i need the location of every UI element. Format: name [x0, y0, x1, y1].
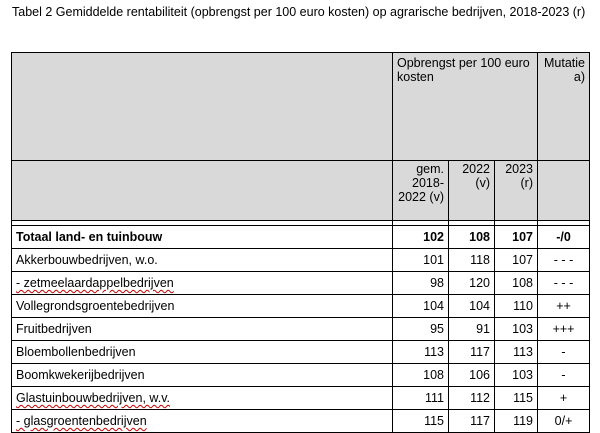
cell-gem: 113: [393, 341, 449, 364]
cell-gem: 101: [393, 249, 449, 272]
cell-2023: 103: [495, 364, 538, 387]
cell-2022: 120: [449, 272, 495, 295]
cell-mutatie: -: [538, 341, 590, 364]
row-label: Vollegrondsgroentebedrijven: [12, 295, 393, 318]
cell-2023: 108: [495, 272, 538, 295]
cell-gem: 104: [393, 295, 449, 318]
cell-2023: 113: [495, 341, 538, 364]
cell-mutatie: - - -: [538, 272, 590, 295]
cell-2023: 107: [495, 249, 538, 272]
header-row-group: [12, 53, 590, 161]
header-empty-cell: [12, 53, 393, 161]
header-row-columns: [12, 161, 590, 221]
cell-mutatie: -/0: [538, 226, 590, 249]
cell-2023: 119: [495, 410, 538, 433]
cell-2022: 117: [449, 410, 495, 433]
table-row: [12, 295, 590, 318]
table-caption: Tabel 2 Gemiddelde rentabiliteit (opbrengst per 100 euro kosten) op agrarische bedrijven, 2018-2023 (r): [12, 5, 586, 19]
rentabiliteit-table: [11, 52, 590, 433]
cell-gem: 102: [393, 226, 449, 249]
table-row: [12, 272, 590, 295]
cell-gem: 115: [393, 410, 449, 433]
cell-gem: 98: [393, 272, 449, 295]
cell-2022: 118: [449, 249, 495, 272]
header-empty-cell: [12, 161, 393, 221]
cell-2022: 117: [449, 341, 495, 364]
cell-gem: 108: [393, 364, 449, 387]
cell-2022: 104: [449, 295, 495, 318]
row-label-text: Glastuinbouwbedrijven, w.v.: [16, 391, 171, 405]
row-label: Fruitbedrijven: [12, 318, 393, 341]
cell-2022: 91: [449, 318, 495, 341]
cell-2022: 112: [449, 387, 495, 410]
cell-mutatie: +++: [538, 318, 590, 341]
cell-2022: 108: [449, 226, 495, 249]
table-row: [12, 249, 590, 272]
cell-2023: 103: [495, 318, 538, 341]
header-group-opbrengst: Opbrengst per 100 euro kosten: [393, 53, 538, 161]
row-label: [12, 387, 393, 410]
table-row: [12, 226, 590, 249]
cell-gem: 95: [393, 318, 449, 341]
table-row: [12, 364, 590, 387]
cell-2022: 106: [449, 364, 495, 387]
cell-mutatie: -: [538, 364, 590, 387]
table-row: [12, 341, 590, 364]
row-label-text: - glasgroentenbedrijven: [16, 414, 147, 428]
row-label-text: - zetmeelaardappelbedrijven: [16, 276, 174, 290]
header-empty-cell: [538, 161, 590, 221]
row-label: [12, 272, 393, 295]
cell-gem: 111: [393, 387, 449, 410]
header-col-gem: gem. 2018-2022 (v): [393, 161, 449, 221]
cell-2023: 110: [495, 295, 538, 318]
row-label: Akkerbouwbedrijven, w.o.: [12, 249, 393, 272]
row-label: [12, 410, 393, 433]
table-row: [12, 410, 590, 433]
header-mutatie: Mutatie a): [538, 53, 590, 161]
table-row: [12, 318, 590, 341]
row-label: Totaal land- en tuinbouw: [12, 226, 393, 249]
cell-mutatie: +: [538, 387, 590, 410]
cell-2023: 115: [495, 387, 538, 410]
table-row: [12, 387, 590, 410]
cell-mutatie: ++: [538, 295, 590, 318]
cell-mutatie: 0/+: [538, 410, 590, 433]
row-label: Bloembollenbedrijven: [12, 341, 393, 364]
header-col-2023: 2023 (r): [495, 161, 538, 221]
cell-2023: 107: [495, 226, 538, 249]
cell-mutatie: - - -: [538, 249, 590, 272]
row-label: Boomkwekerijbedrijven: [12, 364, 393, 387]
header-col-2022: 2022 (v): [449, 161, 495, 221]
